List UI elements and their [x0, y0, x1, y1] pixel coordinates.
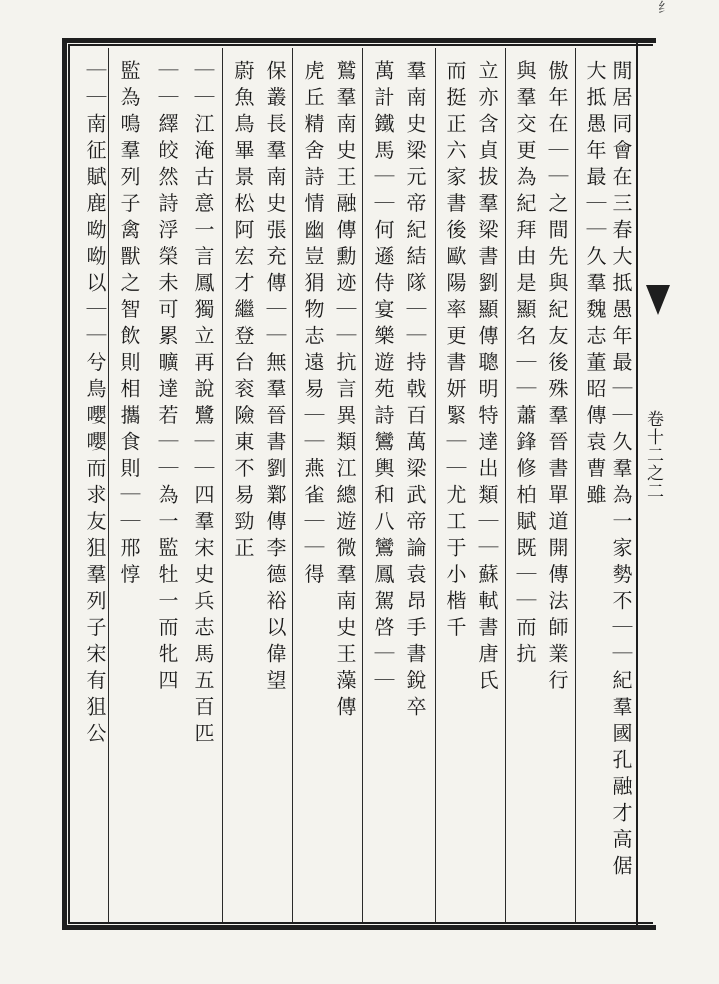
- text-column-13: ｜｜江淹古意一言鳳獨立再說鷺｜｜四羣宋史兵志馬五百匹: [191, 60, 215, 749]
- text-column-12: 蔚魚鳥畢景松阿宏才繼登台衮險東不易勁正: [231, 60, 255, 564]
- text-column-9: 鷲羣南史王融傳勳迹｜｜抗言異類江總遊微羣南史王藻傳: [333, 60, 357, 723]
- text-column-4: 與羣交更為紀拜由是顯名｜｜蕭鋒修柏賦既｜｜而抗: [513, 60, 537, 670]
- text-column-6: 而挺正六家書後歐陽率更書妍緊｜｜尤工于小楷千: [443, 60, 467, 643]
- text-column-2: 大抵愚年最｜｜久羣魏志董昭傳袁曹雖: [583, 60, 607, 511]
- text-column-14: ｜｜繹皎然詩浮榮未可累曠達若｜｜為一監牡一而牝四: [155, 60, 179, 696]
- text-column-8: 萬計鐵馬｜｜何遜侍宴樂遊苑詩鸞輿和八鸞鳳駕啓｜｜: [371, 60, 395, 696]
- text-column-3: 傲年在｜｜之間先與紀友後殊羣晉書單道開傳法師業行: [545, 60, 569, 696]
- column-rule: [575, 48, 576, 922]
- column-rule: [292, 48, 293, 922]
- fishtail-mark-icon: [646, 285, 670, 315]
- text-column-7: 羣南史梁元帝紀結隊｜｜持戟百萬梁武帝論袁昂手書銳卒: [403, 60, 427, 723]
- fore-edge-label: 卷十二之二: [643, 410, 663, 500]
- text-column-16: ｜｜南征賦鹿呦呦以｜｜兮鳥嚶嚶而求友狙羣列子宋有狙公: [83, 60, 107, 749]
- top-edge-fragment: 纟: [656, 0, 672, 14]
- column-rule: [435, 48, 436, 922]
- text-column-1: 閒居同會在三春大抵愚年最｜｜久羣為一家勢不｜｜紀羣國孔融才高倨: [609, 60, 633, 882]
- text-column-5: 立亦含貞拔羣梁書劉顯傳聰明特達出類｜｜蘇軾書唐氏: [475, 60, 499, 696]
- column-rule: [362, 48, 363, 922]
- column-rule: [222, 48, 223, 922]
- text-column-15: 監為鳴羣列子禽獸之智飲則相攜食則｜｜邢惇: [117, 60, 141, 590]
- text-column-11: 保叢長羣南史張充傳｜｜無羣晉書劉鄴傳李德裕以偉望: [263, 60, 287, 696]
- column-rule: [505, 48, 506, 922]
- text-column-10: 虎丘精舍詩情幽豈狷物志遠易｜｜燕雀｜｜得: [301, 60, 325, 590]
